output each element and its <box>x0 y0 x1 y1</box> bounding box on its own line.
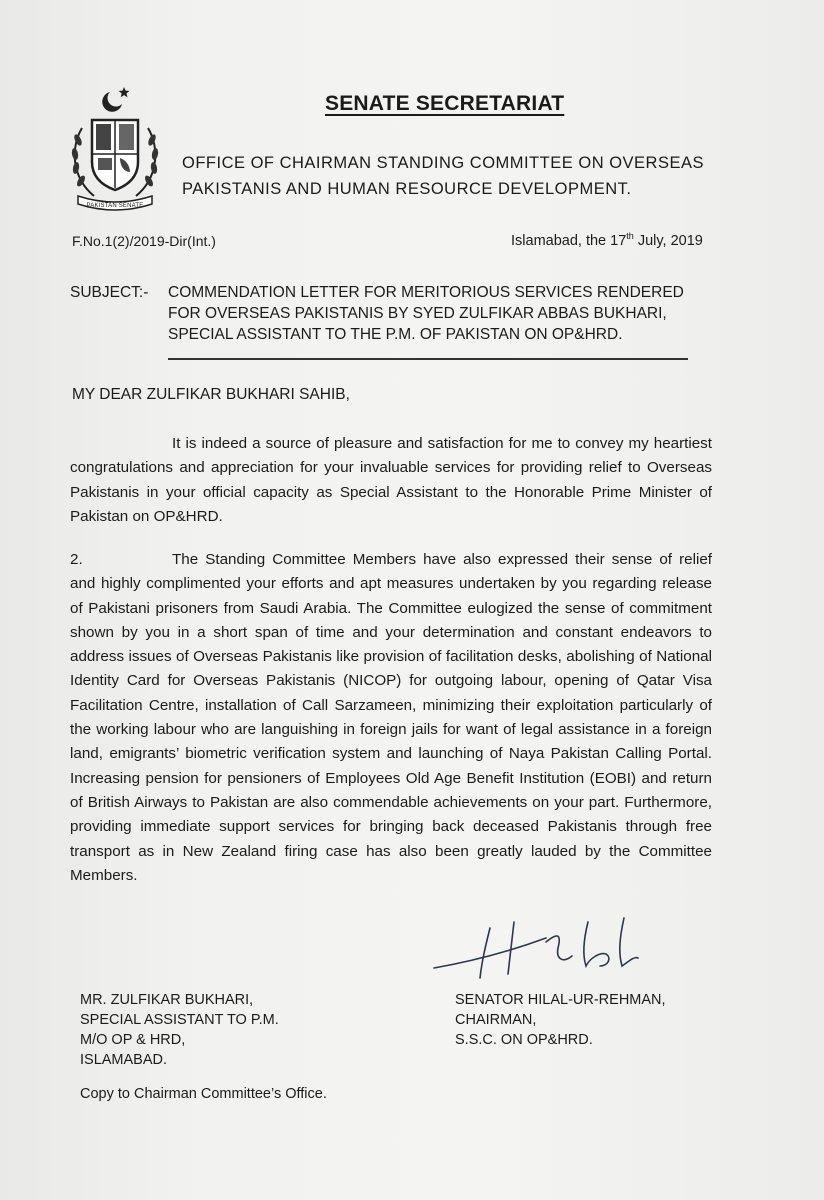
subject-line: FOR OVERSEAS PAKISTANIS BY SYED ZULFIKAR ABBAS BUKHARI, <box>168 305 667 322</box>
paragraph-1: It is indeed a source of pleasure and satisfaction for me to convey my heartiest congratulations and appreciation for your invaluable services for providing relief to Overseas Pakistanis in your official capacity as Special Assistant to the Honorable Prime Minister of Pakistan on OP&HRD. <box>70 435 712 525</box>
subject-label: SUBJECT:- <box>70 284 149 301</box>
sender-line: SENATOR HILAL-UR-REHMAN, <box>455 992 666 1008</box>
copy-to-note: Copy to Chairman Committee’s Office. <box>80 1086 327 1102</box>
paragraph-number: 2. <box>70 551 83 568</box>
subject-line: SPECIAL ASSISTANT TO THE P.M. OF PAKISTAN ON OP&HRD. <box>168 326 623 343</box>
office-title <box>182 150 782 202</box>
subject-text <box>168 282 748 345</box>
sender-line: S.S.C. ON OP&HRD. <box>455 1032 593 1048</box>
file-number: F.No.1(2)/2019-Dir(Int.) <box>72 233 216 249</box>
paragraph-2 <box>70 548 712 888</box>
addressee-block <box>80 990 279 1070</box>
sender-block <box>455 990 666 1050</box>
addressee-line: ISLAMABAD. <box>80 1052 168 1068</box>
emblem-ribbon-caption: PAKISTAN SENATE <box>86 203 144 209</box>
office-title-line: PAKISTANIS AND HUMAN RESOURCE DEVELOPMENT. <box>182 180 632 198</box>
date-prefix: Islamabad, the 17 <box>511 232 627 249</box>
paragraph-2-text: The Standing Committee Members have also expressed their sense of relief and highly complimented your efforts and apt measures undertaken by you regarding release of Pakistani prisoners from Saudi Arabia. The Committee eulogized the sense of commitment shown by you in a short span of time and your determination and constant endeavors to address issues of Overseas Pakistanis like provision of facilitation desks, abolishing of National Identity Card for Overseas Pakistanis (NICOP) for outgoing labour, opening of Qatar Visa Facilitation Centre, installation of Call Sarzameen, minimizing their exploitation particularly of the working labour who are languishing in foreign jails for want of legal assistance in a foreign land, emigrants’ biometric verification system and launching of Naya Pakistan Calling Portal. Increasing pension for pensioners of Employees Old Age Benefit Institution (EOBI) and return of British Airways to Pakistan are also commendable achievements on your part. Furthermore, providing immediate support services for bringing back deceased Pakistanis through free transport as in New Zealand firing case has also been greatly lauded by the Committee Members. <box>70 551 712 884</box>
addressee-line: M/O OP & HRD, <box>80 1032 186 1048</box>
subject-underline <box>168 358 688 360</box>
salutation: MY DEAR ZULFIKAR BUKHARI SAHIB, <box>72 386 350 403</box>
subject-line: COMMENDATION LETTER FOR MERITORIOUS SERVICES RENDERED <box>168 284 684 301</box>
page-title: SENATE SECRETARIAT <box>325 92 565 115</box>
date-ordinal: th <box>626 231 634 241</box>
senate-emblem-icon <box>60 78 170 218</box>
signature <box>428 908 678 988</box>
addressee-line: SPECIAL ASSISTANT TO P.M. <box>80 1012 279 1028</box>
sender-line: CHAIRMAN, <box>455 1012 537 1028</box>
addressee-line: MR. ZULFIKAR BUKHARI, <box>80 992 254 1008</box>
letter-date <box>511 231 703 249</box>
date-rest: July, 2019 <box>633 232 703 249</box>
office-title-line: OFFICE OF CHAIRMAN STANDING COMMITTEE ON OVERSEAS <box>182 154 704 172</box>
